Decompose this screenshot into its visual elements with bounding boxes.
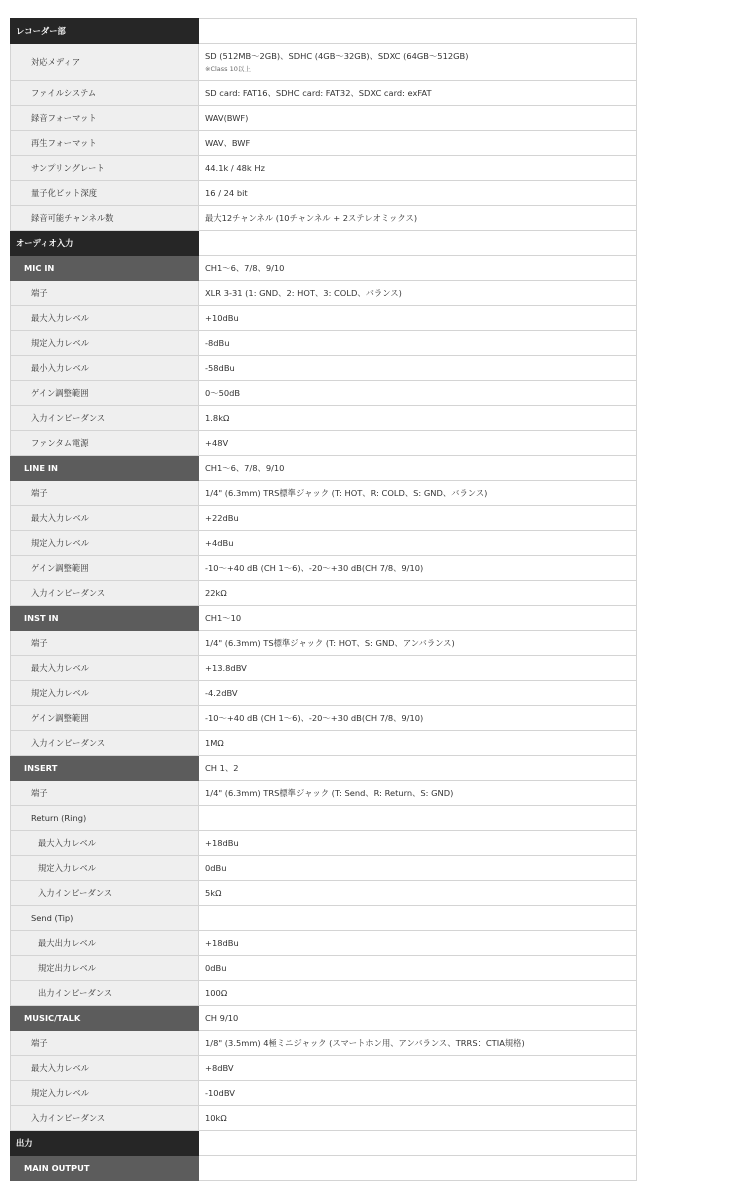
spec-label: 規定入力レベル (11, 681, 199, 706)
spec-value-cell: +18dBu (199, 931, 637, 956)
spec-row (11, 431, 637, 456)
spec-value-cell (199, 231, 637, 256)
spec-label: 最小入力レベル (11, 356, 199, 381)
spec-row (11, 131, 637, 156)
spec-row (11, 1106, 637, 1131)
spec-table-body (11, 19, 637, 1181)
spec-row (11, 956, 637, 981)
spec-label: 規定入力レベル (11, 856, 199, 881)
subsection-row (11, 606, 637, 631)
spec-label: 最大出力レベル (11, 931, 199, 956)
spec-label: 端子 (11, 631, 199, 656)
spec-value-cell: -10〜+40 dB (CH 1〜6)、-20〜+30 dB(CH 7/8、9/10) (199, 556, 637, 581)
spec-value-cell (199, 1131, 637, 1156)
spec-label: 最大入力レベル (11, 306, 199, 331)
group-row (11, 906, 637, 931)
spec-label: 入力インピーダンス (11, 406, 199, 431)
spec-label: 出力インピーダンス (11, 981, 199, 1006)
spec-row (11, 44, 637, 81)
spec-label: 端子 (11, 481, 199, 506)
spec-value-cell: -10〜+40 dB (CH 1〜6)、-20〜+30 dB(CH 7/8、9/10) (199, 706, 637, 731)
spec-value-cell: 0dBu (199, 956, 637, 981)
spec-row (11, 856, 637, 881)
spec-row (11, 81, 637, 106)
spec-row (11, 881, 637, 906)
spec-label: 入力インピーダンス (11, 581, 199, 606)
spec-row (11, 781, 637, 806)
spec-label: レコーダー部 (11, 19, 199, 44)
spec-value-cell: +48V (199, 431, 637, 456)
spec-row (11, 706, 637, 731)
spec-row (11, 331, 637, 356)
spec-label: 再生フォーマット (11, 131, 199, 156)
spec-row (11, 981, 637, 1006)
spec-label: ゲイン調整範囲 (11, 556, 199, 581)
spec-row (11, 381, 637, 406)
spec-value-cell: CH 1、2 (199, 756, 637, 781)
spec-row (11, 581, 637, 606)
spec-label: Send (Tip) (11, 906, 199, 931)
spec-row (11, 1056, 637, 1081)
spec-value-cell: -8dBu (199, 331, 637, 356)
spec-value-cell: +22dBu (199, 506, 637, 531)
spec-row (11, 656, 637, 681)
spec-label: 出力 (11, 1131, 199, 1156)
spec-label: 最大入力レベル (11, 1056, 199, 1081)
spec-label: ファイルシステム (11, 81, 199, 106)
section-row (11, 19, 637, 44)
spec-value-cell: 10kΩ (199, 1106, 637, 1131)
spec-label: LINE IN (11, 456, 199, 481)
spec-value-cell: XLR 3-31 (1: GND、2: HOT、3: COLD、バランス) (199, 281, 637, 306)
spec-value-cell: CH1〜10 (199, 606, 637, 631)
spec-row (11, 681, 637, 706)
spec-label: 最大入力レベル (11, 506, 199, 531)
spec-value-cell: -4.2dBV (199, 681, 637, 706)
group-row (11, 806, 637, 831)
subsection-row (11, 1006, 637, 1031)
spec-value-cell (199, 806, 637, 831)
spec-row (11, 556, 637, 581)
spec-value-cell: +10dBu (199, 306, 637, 331)
spec-row (11, 281, 637, 306)
spec-value-cell: 22kΩ (199, 581, 637, 606)
spec-label: 録音フォーマット (11, 106, 199, 131)
spec-label: 端子 (11, 281, 199, 306)
spec-value-cell: SD card: FAT16、SDHC card: FAT32、SDXC card: exFAT (199, 81, 637, 106)
spec-row (11, 481, 637, 506)
spec-value-cell: +13.8dBV (199, 656, 637, 681)
spec-label: 端子 (11, 1031, 199, 1056)
spec-label: 最大入力レベル (11, 831, 199, 856)
spec-value-cell: 0dBu (199, 856, 637, 881)
spec-table (10, 18, 637, 1181)
spec-label: 規定出力レベル (11, 956, 199, 981)
spec-value-cell (199, 1156, 637, 1181)
spec-row (11, 206, 637, 231)
spec-label: INSERT (11, 756, 199, 781)
spec-value-cell: +18dBu (199, 831, 637, 856)
spec-value-cell: 1MΩ (199, 731, 637, 756)
spec-label: 入力インピーダンス (11, 731, 199, 756)
spec-value-cell: -58dBu (199, 356, 637, 381)
spec-row (11, 156, 637, 181)
spec-row (11, 531, 637, 556)
spec-value: SD (512MB〜2GB)、SDHC (4GB〜32GB)、SDXC (64GB〜512GB) (205, 50, 469, 61)
spec-value-cell: WAV、BWF (199, 131, 637, 156)
spec-value-cell: 1/4" (6.3mm) TS標準ジャック (T: HOT、S: GND、アンバランス) (199, 631, 637, 656)
spec-value-cell: 44.1k / 48k Hz (199, 156, 637, 181)
spec-label: MIC IN (11, 256, 199, 281)
spec-label: 最大入力レベル (11, 656, 199, 681)
spec-label: サンプリングレート (11, 156, 199, 181)
spec-row (11, 1031, 637, 1056)
spec-row (11, 406, 637, 431)
spec-label: ゲイン調整範囲 (11, 706, 199, 731)
subsection-row (11, 756, 637, 781)
spec-value-cell: CH 9/10 (199, 1006, 637, 1031)
spec-value-cell: WAV(BWF) (199, 106, 637, 131)
subsection-row (11, 1156, 637, 1181)
spec-value-cell (199, 906, 637, 931)
spec-label: 入力インピーダンス (11, 1106, 199, 1131)
spec-value-cell: +4dBu (199, 531, 637, 556)
spec-value-cell: 0〜50dB (199, 381, 637, 406)
spec-row (11, 731, 637, 756)
spec-value-cell: 1/8" (3.5mm) 4極ミニジャック (スマートホン用、アンバランス、TRRS：CTIA規格) (199, 1031, 637, 1056)
subsection-row (11, 256, 637, 281)
spec-value-cell: 100Ω (199, 981, 637, 1006)
spec-row (11, 181, 637, 206)
spec-row (11, 356, 637, 381)
spec-value-cell: CH1〜6、7/8、9/10 (199, 456, 637, 481)
spec-label: 録音可能チャンネル数 (11, 206, 199, 231)
spec-label: オーディオ入力 (11, 231, 199, 256)
spec-value-cell: +8dBV (199, 1056, 637, 1081)
spec-label: 量子化ビット深度 (11, 181, 199, 206)
spec-row (11, 306, 637, 331)
spec-label: 規定入力レベル (11, 331, 199, 356)
spec-value-cell (199, 44, 637, 81)
spec-value-cell: 5kΩ (199, 881, 637, 906)
spec-label: ゲイン調整範囲 (11, 381, 199, 406)
spec-value-cell: CH1〜6、7/8、9/10 (199, 256, 637, 281)
spec-value-cell (199, 19, 637, 44)
spec-value-cell: 16 / 24 bit (199, 181, 637, 206)
section-row (11, 1131, 637, 1156)
spec-label: 規定入力レベル (11, 531, 199, 556)
spec-row (11, 831, 637, 856)
spec-label: ファンタム電源 (11, 431, 199, 456)
spec-label: 端子 (11, 781, 199, 806)
spec-label: 対応メディア (11, 44, 199, 81)
spec-label: Return (Ring) (11, 806, 199, 831)
spec-row (11, 931, 637, 956)
spec-value-cell: 1/4" (6.3mm) TRS標準ジャック (T: Send、R: Return、S: GND) (199, 781, 637, 806)
spec-label: INST IN (11, 606, 199, 631)
spec-label: 規定入力レベル (11, 1081, 199, 1106)
spec-label: MUSIC/TALK (11, 1006, 199, 1031)
subsection-row (11, 456, 637, 481)
spec-row (11, 1081, 637, 1106)
spec-row (11, 106, 637, 131)
spec-value-cell: 1.8kΩ (199, 406, 637, 431)
spec-label: 入力インピーダンス (11, 881, 199, 906)
spec-label: MAIN OUTPUT (11, 1156, 199, 1181)
spec-value-cell: -10dBV (199, 1081, 637, 1106)
spec-value-cell: 1/4" (6.3mm) TRS標準ジャック (T: HOT、R: COLD、S: GND、バランス) (199, 481, 637, 506)
spec-note: ※Class 10以上 (205, 64, 251, 73)
spec-row (11, 631, 637, 656)
spec-value-cell: 最大12チャンネル (10チャンネル + 2ステレオミックス) (199, 206, 637, 231)
spec-row (11, 506, 637, 531)
section-row (11, 231, 637, 256)
